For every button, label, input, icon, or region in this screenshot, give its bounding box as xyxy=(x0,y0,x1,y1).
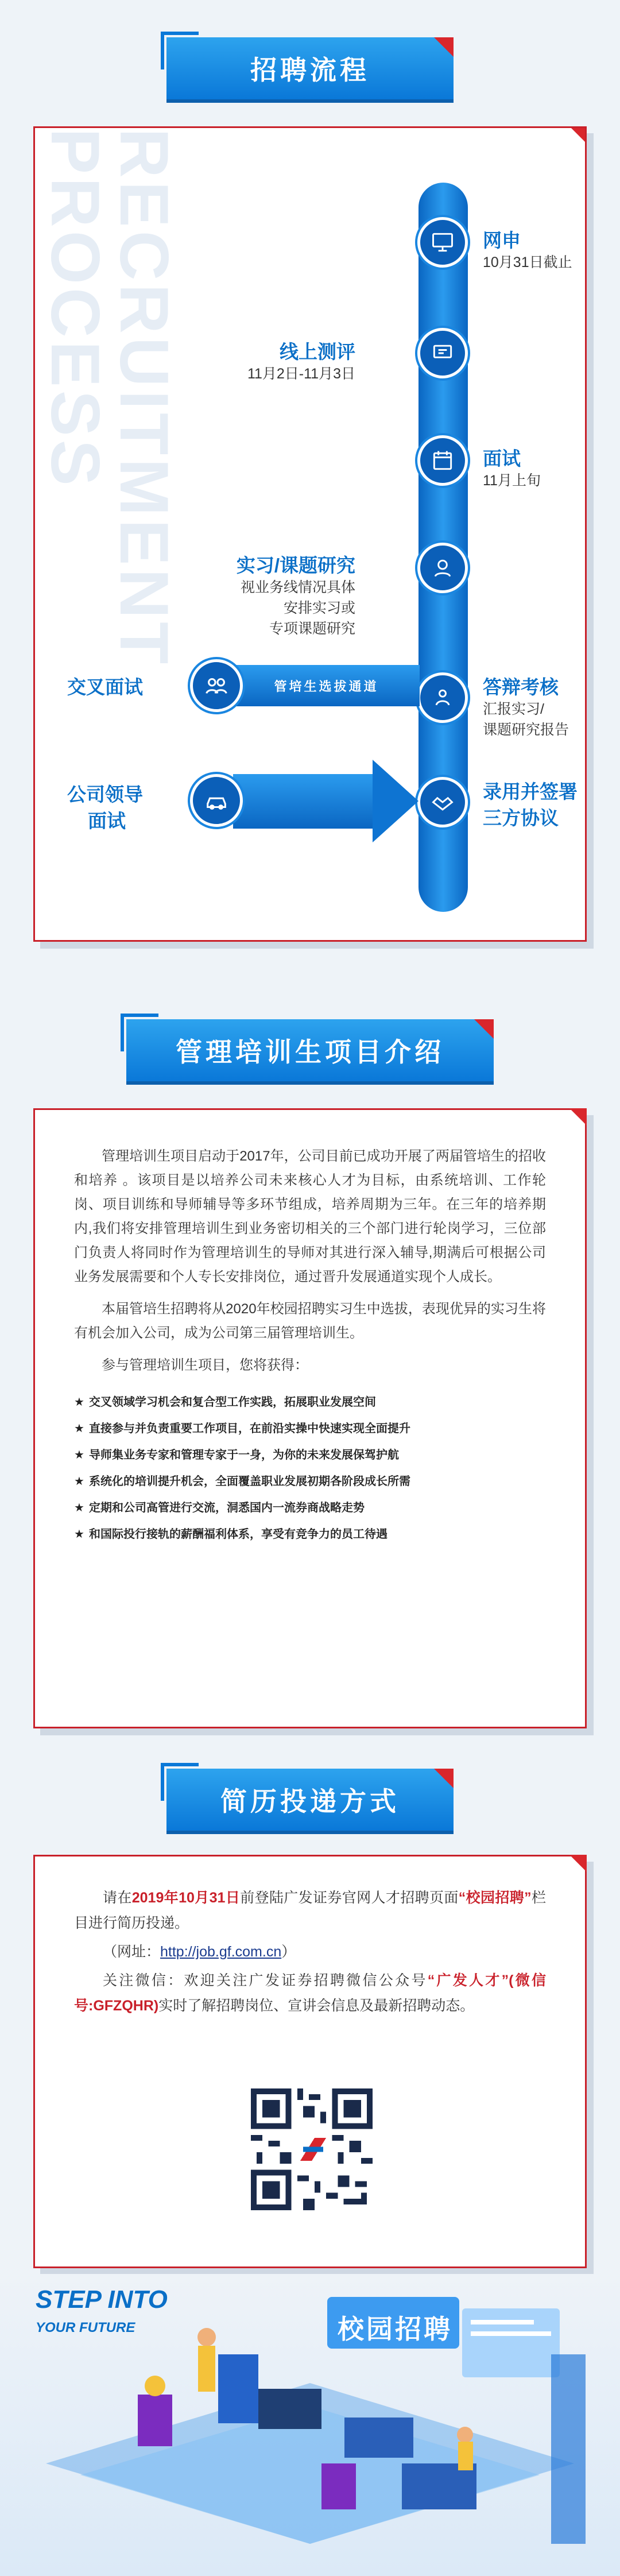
step-title-apply: 网申 xyxy=(483,230,521,251)
isometric-office-scene xyxy=(0,2274,620,2576)
car-icon xyxy=(203,787,230,814)
apply-line-wechat: 关注微信：欢迎关注广发证券招聘微信公众号“广发人才”(微信号:GFZQHR)实时了解招聘岗位、宣讲会信息及最新招聘动态。 xyxy=(74,1972,546,2014)
watermark-recruitment: RECRUITMENT xyxy=(106,128,183,668)
step-sub-apply: 10月31日截止 xyxy=(483,254,572,270)
internship-node xyxy=(417,543,468,593)
intro-box xyxy=(33,1108,587,1728)
step-sub-test: 11月2日-11月3日 xyxy=(247,366,355,382)
calendar-icon xyxy=(430,448,455,473)
star-icon: ★ xyxy=(74,1475,84,1488)
footer-illustration xyxy=(0,2274,620,2576)
step-title-interview: 面试 xyxy=(483,448,521,469)
handshake-icon xyxy=(430,790,455,815)
process-banner: 招聘流程 xyxy=(166,37,454,99)
red-corner-decoration xyxy=(569,1855,587,1872)
research-icon xyxy=(430,555,455,581)
online-apply-node xyxy=(417,217,468,268)
star-icon: ★ xyxy=(74,1528,84,1541)
process-box xyxy=(33,126,587,942)
benefit-item: ★ 直接参与并负责重要工作项目，在前沿实操中快速实现全面提升 xyxy=(74,1415,546,1442)
red-corner-decoration xyxy=(569,126,587,144)
step-sub-defense-2: 课题研究报告 xyxy=(483,722,569,738)
qr-code[interactable] xyxy=(249,2086,375,2213)
monitor-icon xyxy=(430,230,455,255)
cross-interview-node xyxy=(190,659,243,712)
wechat-account: “广发人才”(微信号:GFZQHR) xyxy=(74,1972,546,2014)
star-icon: ★ xyxy=(74,1396,84,1409)
intro-paragraph-3: 参与管理培训生项目，您将获得： xyxy=(102,1357,308,1373)
step-title-test: 线上测评 xyxy=(280,341,355,362)
apply-box xyxy=(33,1855,587,2268)
intro-paragraph-2: 本届管培生招聘将从2020年校园招聘实习生中选拔，表现优异的实习生将有机会加入公司，成为公司第三届管理培训生。 xyxy=(74,1301,546,1341)
benefit-list xyxy=(74,1389,546,1548)
star-icon: ★ xyxy=(74,1422,84,1435)
step-sub-defense-1: 汇报实习/ xyxy=(483,701,544,717)
online-test-node xyxy=(417,328,468,378)
arrow-head xyxy=(373,760,418,842)
test-screen-icon xyxy=(430,341,455,366)
step-title-internship: 实习/课题研究 xyxy=(236,555,355,576)
interview-node xyxy=(417,435,468,486)
step-sub-interview: 11月上旬 xyxy=(483,473,541,489)
apply-line-deadline: 请在2019年10月31日前登陆广发证券官网人才招聘页面“校园招聘”栏目进行简历投递。 xyxy=(74,1890,546,1931)
intro-paragraph-1: 管理培训生项目启动于2017年，公司目前已成功开展了两届管培生的招收和培养 。该项目是以培养公司未来核心人才为目标，由系统培训、工作轮岗、项目训练和导师辅导等多环节组成，培养周期为三年。在三年的培养期内,我们将安排管理培训生到业务密切相关的三个部门进行轮岗学习，三位部门负责人将同时作为管理培训生的导师对其进行深入辅导,期满后可根据公司业务发展需要和个人专长安排岗位，通过晋升发展通道实现个人成长。 xyxy=(74,1148,546,1285)
watermark-process: PROCESS xyxy=(37,128,114,489)
star-icon: ★ xyxy=(74,1449,84,1461)
trainee-channel-bar: 管培生选拔通道 xyxy=(233,665,420,706)
your-future-heading: YOUR FUTURE xyxy=(36,2320,135,2335)
step-title-offer-1: 录用并签署 xyxy=(483,781,578,802)
intro-banner: 管理培训生项目介绍 xyxy=(126,1019,494,1081)
defense-node xyxy=(417,672,468,723)
campus-recruit-quote: “校园招聘” xyxy=(458,1890,532,1906)
leader-interview-node xyxy=(190,774,243,827)
campus-recruit-sign: 校园招聘 xyxy=(338,2314,452,2344)
red-corner-decoration xyxy=(569,1108,587,1125)
step-sub-internship-3: 专项课题研究 xyxy=(269,621,355,637)
offer-node xyxy=(417,777,468,827)
cross-interview-label: 交叉面试 xyxy=(67,676,143,698)
apply-line-url: （网址：http://job.gf.com.cn） xyxy=(103,1944,296,1960)
step-into-heading: STEP INTO xyxy=(36,2285,168,2314)
step-sub-internship-2: 安排实习或 xyxy=(283,600,355,616)
step-sub-internship-1: 视业务线情况具体 xyxy=(240,579,355,595)
leader-interview-label-2: 面试 xyxy=(88,810,126,831)
apply-banner: 简历投递方式 xyxy=(166,1769,454,1831)
benefit-item: ★ 和国际投行接轨的薪酬福利体系，享受有竞争力的员工待遇 xyxy=(74,1521,546,1548)
benefit-item: ★ 交叉领域学习机会和复合型工作实践，拓展职业发展空间 xyxy=(74,1389,546,1415)
qr-code-icon xyxy=(251,2088,373,2210)
deadline-date: 2019年10月31日 xyxy=(131,1890,241,1906)
benefit-item: ★ 定期和公司高管进行交流，洞悉国内一流券商战略走势 xyxy=(74,1495,546,1521)
benefit-item: ★ 导师集业务专家和管理专家于一身，为你的未来发展保驾护航 xyxy=(74,1442,546,1468)
step-title-defense: 答辩考核 xyxy=(483,676,559,698)
leader-interview-label-1: 公司领导 xyxy=(67,784,143,805)
step-title-offer-2: 三方协议 xyxy=(483,807,559,829)
presentation-icon xyxy=(430,685,455,710)
leader-interview-arrow xyxy=(233,774,374,829)
benefit-item: ★ 系统化的培训提升机会，全面覆盖职业发展初期各阶段成长所需 xyxy=(74,1468,546,1495)
group-icon xyxy=(203,672,230,699)
job-site-link[interactable]: http://job.gf.com.cn xyxy=(160,1944,282,1960)
star-icon: ★ xyxy=(74,1502,84,1514)
